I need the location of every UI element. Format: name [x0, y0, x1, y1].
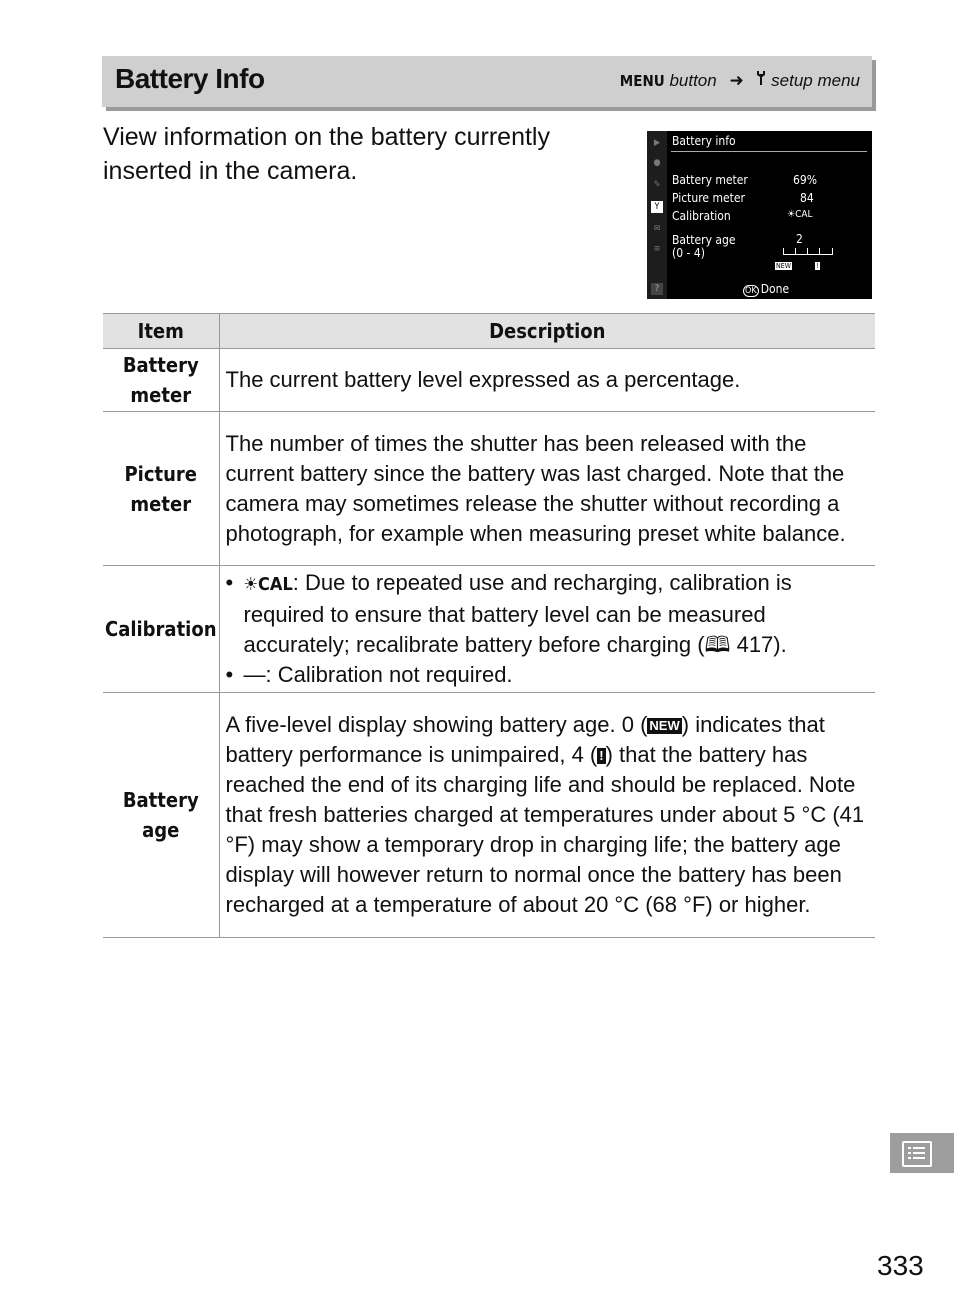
screen-row-value: 84	[800, 191, 814, 205]
done-prompt	[743, 282, 789, 297]
menu-label: MENU	[619, 72, 665, 90]
table-row	[103, 566, 875, 693]
age-scale	[783, 246, 833, 255]
list-item: • ☀CAL: Due to repeated use and recharging, calibration is required to ensure that battery level can be measured accurately; recalibrate battery before charging (🕮 417).	[244, 568, 869, 660]
list-item: • —: Calibration not required.	[244, 660, 869, 690]
screen-row-value: 2	[796, 232, 803, 246]
ok-button-icon: OK	[745, 286, 757, 296]
shooting-icon: ●	[653, 158, 661, 168]
column-header-description: Description	[219, 314, 875, 349]
playback-icon: ▶	[653, 138, 661, 148]
help-icon: ?	[651, 283, 663, 295]
setup-icon: Y	[651, 201, 663, 213]
bullet-list	[226, 568, 869, 690]
section-header	[102, 56, 872, 107]
table-header-row	[103, 314, 875, 349]
row-item: Picture meter	[103, 412, 219, 566]
menu-sidebar	[647, 131, 667, 299]
screen-row-value: ☀CAL	[787, 209, 813, 220]
new-battery-icon: NEW	[776, 262, 791, 270]
screen-row-label: Calibration	[672, 209, 731, 223]
menu-list-icon	[902, 1141, 932, 1167]
setup-menu-label: setup menu	[771, 71, 860, 90]
battery-info-table	[103, 313, 875, 938]
recent-icon: ≡	[653, 244, 661, 254]
row-description: A five-level display showing battery age. 0 ( NEW) indicates that battery performance is unimpaired, 4 ( !) that the battery has reached the end of its charging life and should be replaced. Note that fresh batteries charged at temperatures under about 5 °C (41 °F) may show a temporary drop in charging life; the battery age display will however return to normal once the battery has been recharged at a temperature of about 20 °C (68 °F) or higher.	[219, 693, 875, 938]
column-header-item: Item	[103, 314, 219, 349]
page-number: 333	[877, 1250, 924, 1281]
screen-row-label: Battery meter	[672, 173, 748, 187]
done-label: Done	[760, 282, 790, 296]
row-description: The current battery level expressed as a percentage.	[219, 349, 875, 412]
new-battery-icon: NEW	[649, 718, 680, 733]
button-label: button	[669, 71, 717, 90]
row-description	[219, 566, 875, 693]
page-reference[interactable]: 🕮 417	[704, 632, 774, 657]
wrench-icon	[756, 70, 766, 91]
row-item: Calibration	[103, 566, 219, 693]
title-divider	[671, 151, 867, 152]
table-row	[103, 349, 875, 412]
screen-title: Battery info	[672, 134, 736, 148]
page-title: Battery Info	[115, 63, 265, 94]
intro-text: View information on the battery currently inserted in the camera.	[103, 123, 550, 185]
calibration-tag: ☀CAL	[243, 574, 293, 595]
retouch-icon: ✉	[653, 224, 661, 234]
old-battery-icon: !	[816, 262, 819, 270]
section-tab-menu-guide[interactable]	[890, 1133, 954, 1173]
screen-row-label: Battery age	[672, 233, 736, 247]
old-battery-icon: !	[599, 748, 604, 763]
screen-row-sublabel: (0 - 4)	[672, 246, 705, 260]
screen-row-label: Picture meter	[672, 191, 745, 205]
row-item: Battery age	[103, 693, 219, 938]
dash-tag: —	[243, 662, 266, 687]
arrow-right-icon: ➜	[729, 71, 744, 90]
custom-icon: ✎	[653, 180, 661, 190]
table-row	[103, 693, 875, 938]
camera-screen-illustration	[647, 131, 872, 299]
breadcrumb	[620, 70, 860, 91]
table-row	[103, 412, 875, 566]
row-description: The number of times the shutter has been released with the current battery since the battery was last charged. Note that the camera may sometimes release the shutter without recording a photograph, for example when measuring preset white balance.	[219, 412, 875, 566]
row-item: Battery meter	[103, 349, 219, 412]
screen-row-value: 69%	[793, 173, 817, 187]
